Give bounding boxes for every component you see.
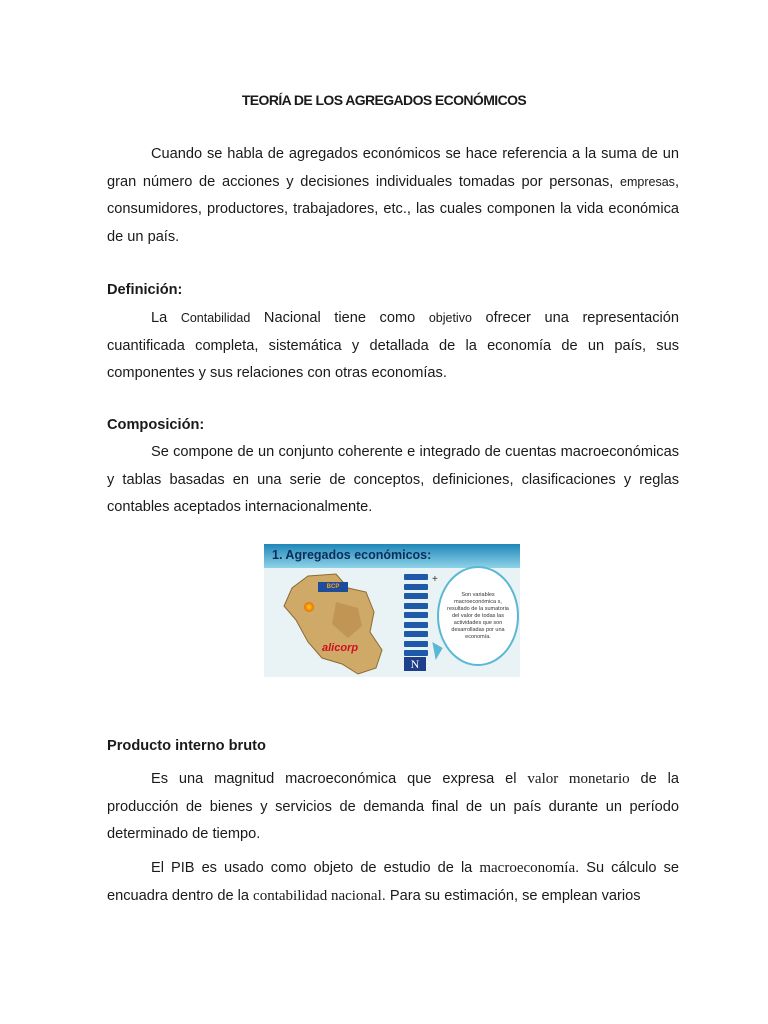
sum-symbol: N bbox=[404, 657, 426, 671]
indicator-box bbox=[404, 593, 428, 599]
figure-title: 1. Agregados económicos: bbox=[272, 548, 432, 562]
agregados-figure bbox=[264, 544, 520, 677]
repsol-logo-icon bbox=[304, 602, 314, 612]
indicator-box bbox=[404, 612, 428, 618]
pib-paragraph-1: Es una magnitud macroeconómica que expresa el valor monetario de la producción de bienes y servicios de demanda final de un país durante un período determinado de tiempo. bbox=[107, 771, 680, 842]
indicator-box bbox=[404, 603, 428, 609]
speech-bubble: Son variables macroeconómica s, resultado de la sumatoria del valor de todas las actividades que son desarrolladas por una economía. bbox=[437, 566, 519, 666]
indicator-box bbox=[404, 584, 428, 590]
page-title: TEORÍA DE LOS AGREGADOS ECONÓMICOS bbox=[241, 92, 527, 108]
indicator-box bbox=[404, 574, 428, 580]
plus-icon: + bbox=[432, 574, 438, 585]
indicator-box bbox=[404, 641, 428, 647]
bcp-logo: BCP bbox=[318, 582, 348, 592]
indicator-boxes bbox=[404, 574, 428, 660]
indicator-box bbox=[404, 622, 428, 628]
alicorp-logo: alicorp bbox=[322, 642, 359, 654]
definicion-heading: Definición: bbox=[107, 282, 183, 298]
pib-heading: Producto interno bruto bbox=[107, 738, 266, 754]
intro-paragraph: Cuando se habla de agregados económicos se hace referencia a la suma de un gran número de acciones y decisiones individuales tomadas por personas, empresas, consumidores, productores, trabajadores, etc., las cuales componen la vida económica de un país. bbox=[107, 146, 679, 245]
composicion-paragraph: Se compone de un conjunto coherente e integrado de cuentas macroeconómicas y tablas basadas en una serie de conceptos, definiciones, clasificaciones y reglas contables aceptados internacionalmente. bbox=[107, 444, 679, 515]
indicator-box bbox=[404, 631, 428, 637]
pib-paragraph-2: El PIB es usado como objeto de estudio de la macroeconomía. Su cálculo se encuadra dentro de la contabilidad nacional. Para su estimación, se emplean varios bbox=[107, 860, 679, 904]
composicion-heading: Composición: bbox=[107, 417, 205, 433]
definicion-paragraph: La Contabilidad Nacional tiene como objetivo ofrecer una representación cuantificada completa, sistemática y detallada de la economía de un país, sus componentes y sus relaciones con otras economías. bbox=[107, 310, 679, 381]
